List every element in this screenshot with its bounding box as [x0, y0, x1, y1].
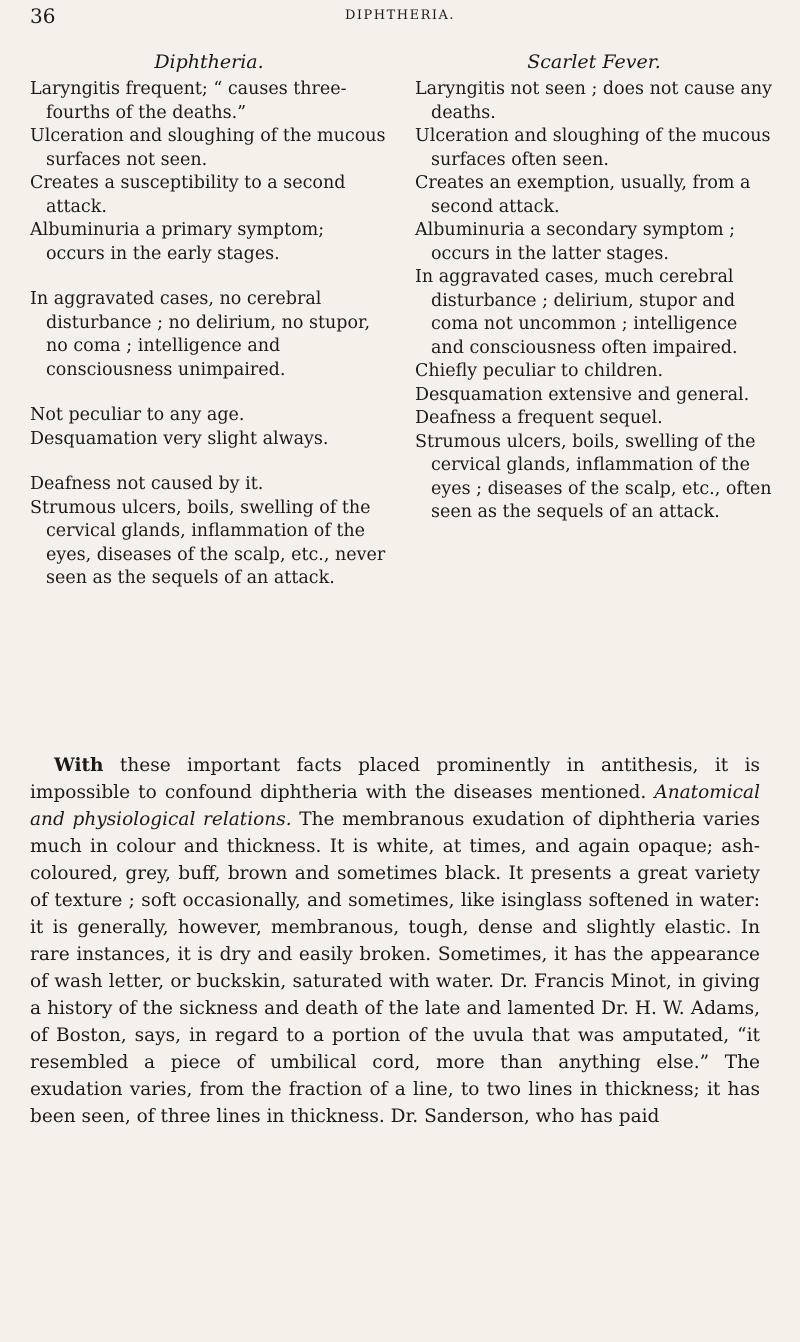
section-title: Anatomical and physiological relations.: [30, 782, 760, 830]
sentence-2: The membranous exudation of diphtheria varies much in colour and thickness. It is white, at times, and again opaque; ash-coloured, grey, buff, brown and sometimes black. It presents a great variety of texture ; soft occasionally, and sometimes, like isinglass softened in water: it is generally, however, membranous, tough, dense and slightly elastic. In rare instances, it is dry and easily broken. Sometimes, it has the appearance of wash letter, or buckskin, saturated with water. Dr. Francis Minot, in giving a history of the sickness and death of the late and lamented Dr. H. W. Adams, of Boston, says, in regard to a portion of the uvula that was amputated, “it resembled a piece of umbilical cord, more than anything else.” The exudation varies, from the fraction of a line, to two lines in thickness; it has been seen, of three lines in thickness. Dr. Sanderson, who has paid: [30, 809, 760, 1127]
scarlet-fever-column-title: Scarlet Fever.: [527, 51, 661, 73]
page-number: 36: [30, 4, 56, 28]
diphtheria-item: Ulceration and sloughing of the mucous surfaces not seen.: [30, 126, 386, 170]
diphtheria-item: In aggravated cases, no cerebral disturbance ; no delirium, no stupor, no coma ; intelligence and consciousness unimpaired.: [30, 289, 371, 380]
scarlet-fever-item: Desquamation extensive and general.: [415, 384, 750, 405]
scarlet-fever-item: Chiefly peculiar to children.: [415, 361, 664, 381]
scarlet-fever-item: Strumous ulcers, boils, swelling of the cervical glands, inflammation of the eyes ; diseases of the scalp, etc., often seen as the sequels of an attack.: [415, 431, 772, 522]
body-paragraph: [30, 752, 760, 1130]
diphtheria-item: Albuminuria a primary symptom; occurs in the early stages.: [30, 220, 325, 264]
running-head: DIPHTHERIA.: [344, 8, 456, 23]
scarlet-fever-item: Albuminuria a secondary symptom ; occurs in the latter stages.: [415, 220, 736, 264]
scarlet-fever-item: Creates an exemption, usually, from a second attack.: [415, 173, 751, 217]
diphtheria-column-title: Diphtheria.: [154, 51, 264, 73]
scarlet-fever-item: Ulceration and sloughing of the mucous surfaces often seen.: [415, 126, 771, 170]
diphtheria-item: Creates a susceptibility to a second attack.: [30, 173, 346, 217]
sentence-1: these important facts placed prominently in antithesis, it is impossible to confound diphtheria with the diseases mentioned.: [30, 755, 760, 803]
scarlet-fever-item: Deafness a frequent sequel.: [415, 408, 663, 428]
scarlet-fever-column: [415, 50, 773, 525]
scarlet-fever-item: Laryngitis not seen ; does not cause any deaths.: [415, 79, 772, 123]
lead-word: With: [54, 755, 104, 776]
diphtheria-item: Deafness not caused by it.: [30, 474, 264, 494]
diphtheria-item: Not peculiar to any age.: [30, 405, 245, 425]
diphtheria-item: Laryngitis frequent; “ causes three-fourths of the deaths.”: [30, 79, 347, 123]
scarlet-fever-item: In aggravated cases, much cerebral disturbance ; delirium, stupor and coma not uncommon ; intelligence and consciousness often impaired.: [415, 267, 738, 358]
diphtheria-item: Desquamation very slight always.: [30, 428, 329, 449]
paragraph-text: [30, 752, 760, 1130]
diphtheria-column: [30, 50, 388, 591]
diphtheria-item: Strumous ulcers, boils, swelling of the cervical glands, inflammation of the eyes, diseases of the scalp, etc., never seen as the sequels of an attack.: [30, 497, 386, 588]
